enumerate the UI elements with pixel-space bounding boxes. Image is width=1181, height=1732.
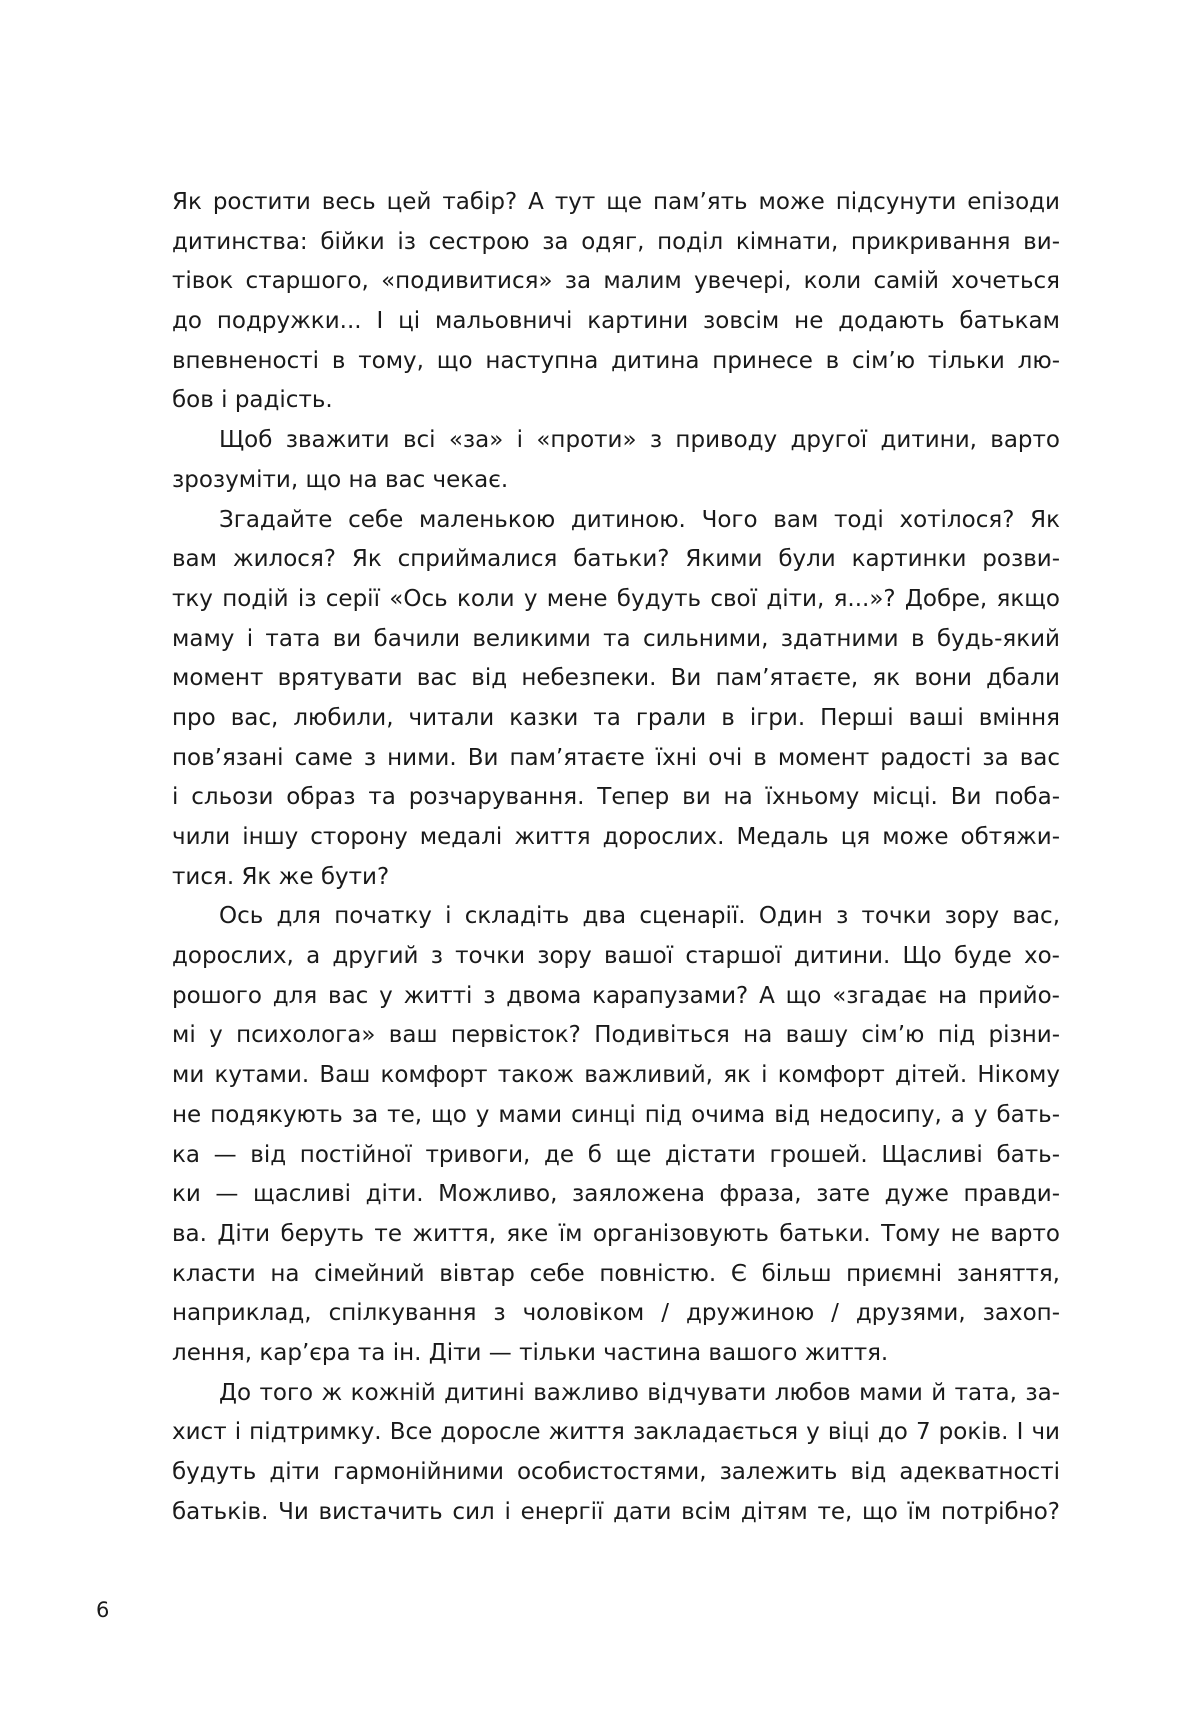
text-line: до подружки... І ці мальовничі картини зовсім не додають батькам	[172, 308, 1060, 335]
text-line: ка — від постійної тривоги, де б ще дістати грошей. Щасливі бать-	[172, 1141, 1060, 1168]
text-line: Згадайте себе маленькою дитиною. Чого вам тоді хотілося? Як	[219, 506, 1060, 533]
text-line: лення, кар’єра та ін. Діти — тільки частина вашого життя.	[172, 1339, 889, 1366]
text-line: ва. Діти беруть те життя, яке їм організовують батьки. Тому не варто	[172, 1220, 1060, 1247]
text-line: ки — щасливі діти. Можливо, заяложена фраза, зате дуже правди-	[172, 1181, 1060, 1208]
text-line: момент врятувати вас від небезпеки. Ви пам’ятаєте, як вони дбали	[172, 665, 1060, 692]
text-line: хист і підтримку. Все доросле життя закладається у віці до 7 років. І чи	[172, 1419, 1060, 1446]
text-line: зрозуміти, що на вас чекає.	[172, 466, 509, 493]
text-line: рошого для вас у житті з двома карапузами? А що «згадає на прийо-	[172, 982, 1060, 1009]
text-line: пов’язані саме з ними. Ви пам’ятаєте їхні очі в момент радості за вас	[172, 744, 1060, 771]
text-line: бов і радість.	[172, 387, 333, 414]
text-line: класти на сімейний вівтар себе повністю. Є більш приємні заняття,	[172, 1260, 1060, 1287]
body-text	[172, 183, 1060, 1532]
text-line: Ось для початку і складіть два сценарії. Один з точки зору вас,	[219, 903, 1060, 930]
text-line: тку подій із серії «Ось коли у мене будуть свої діти, я...»? Добре, якщо	[172, 585, 1060, 612]
text-line: дорослих, а другий з точки зору вашої старшої дитини. Що буде хо-	[172, 943, 1060, 970]
text-line: тівок старшого, «подивитися» за малим увечері, коли самій хочеться	[172, 268, 1060, 295]
text-line: не подякують за те, що у мами синці під очима від недосипу, а у бать-	[172, 1101, 1060, 1128]
text-line: вам жилося? Як сприймалися батьки? Якими були картинки розви-	[172, 546, 1060, 573]
text-line: До того ж кожній дитині важливо відчувати любов мами й тата, за-	[219, 1379, 1060, 1406]
text-line: Щоб зважити всі «за» і «проти» з приводу другої дитини, варто	[219, 427, 1060, 454]
text-line: будуть діти гармонійними особистостями, залежить від адекватності	[172, 1459, 1060, 1485]
text-line: і сльози образ та розчарування. Тепер ви на їхньому місці. Ви поба-	[172, 784, 1060, 811]
text-line: чили іншу сторону медалі життя дорослих. Медаль ця може обтяжи-	[172, 824, 1060, 850]
text-line: впевненості в тому, що наступна дитина принесе в сім’ю тільки лю-	[172, 347, 1060, 374]
text-line: Як ростити весь цей табір? А тут ще пам’ять може підсунути епізоди	[172, 189, 1060, 215]
text-line: про вас, любили, читали казки та грали в ігри. Перші ваші вміння	[172, 704, 1060, 731]
text-line: мі у психолога» ваш первісток? Подивіться на вашу сім’ю під різни-	[172, 1022, 1060, 1049]
text-line: ми кутами. Ваш комфорт також важливий, як і комфорт дітей. Нікому	[172, 1062, 1060, 1089]
text-line: дитинства: бійки із сестрою за одяг, поділ кімнати, прикривання ви-	[172, 228, 1060, 255]
text-line: маму і тата ви бачили великими та сильними, здатними в будь-який	[172, 625, 1060, 652]
text-line: наприклад, спілкування з чоловіком / дружиною / друзями, захоп-	[172, 1300, 1060, 1327]
text-line: батьків. Чи вистачить сил і енергії дати всім дітям те, що їм потрібно?	[172, 1498, 1060, 1525]
page-number: 6	[96, 1598, 110, 1622]
text-line: тися. Як же бути?	[172, 863, 390, 890]
